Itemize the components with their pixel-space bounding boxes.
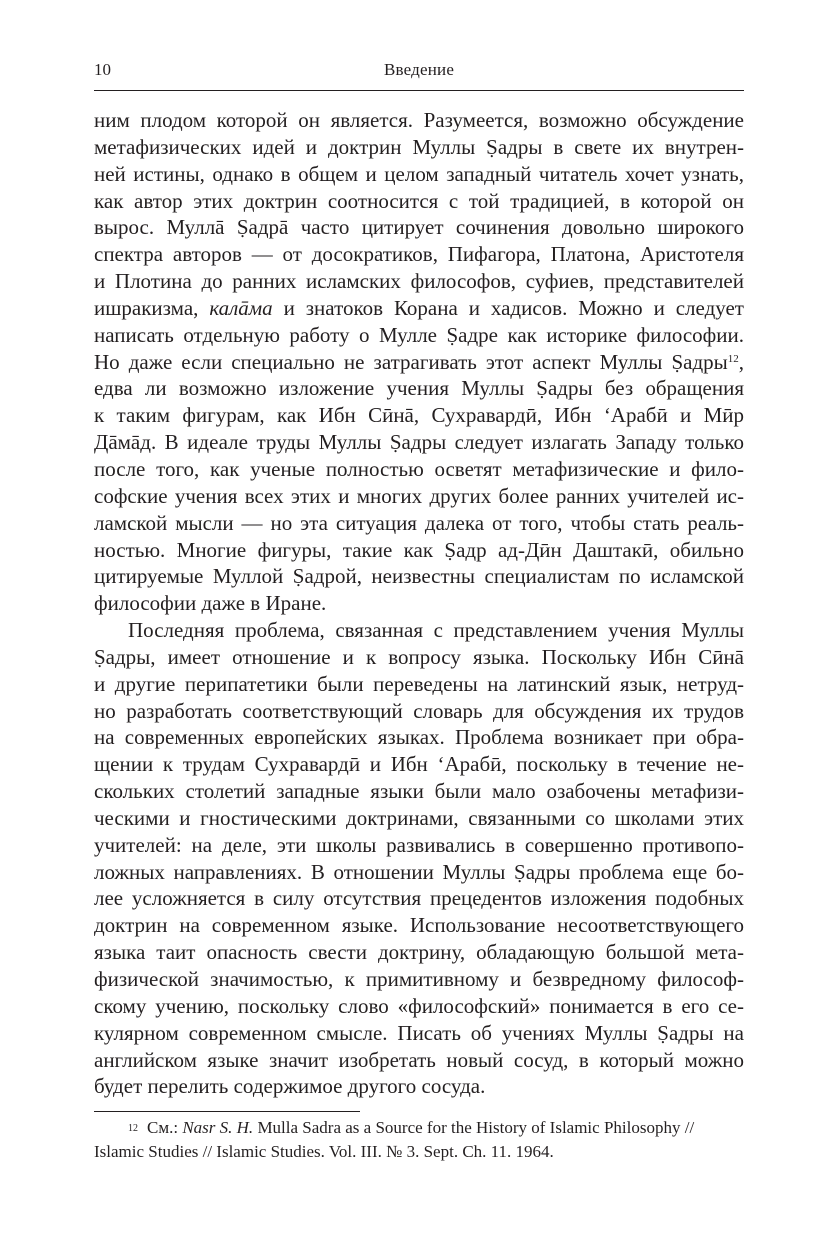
text-line: английском языке значит изобретать новый сосуд, в который можно <box>94 1047 744 1072</box>
footnote-line: Islamic Studies // Islamic Studies. Vol. III. № 3. Sept. Ch. 11. 1964. <box>94 1142 554 1161</box>
footnote-number: 12 <box>128 1123 138 1134</box>
text-line: щении к трудам Сухравардӣ и Ибн ‘Арабӣ, поскольку в течение не- <box>94 752 744 777</box>
text-line: кулярном современном смысле. Писать об учениях Муллы Ṣадры на <box>94 1020 744 1045</box>
text-line: после того, как ученые полностью осветят метафизические и фило- <box>94 456 744 481</box>
text-line: ламской мысли — но эта ситуация далека от того, чтобы стать реаль- <box>94 510 744 535</box>
paragraph-first-line: Последняя проблема, связанная с представлением учения Муллы <box>128 618 744 643</box>
text-line: спектра авторов — от досократиков, Пифагора, Платона, Аристотеля <box>94 242 744 267</box>
text-fragment: ишракизма, <box>94 295 210 320</box>
text-line: и Плотина до ранних исламских философов, суфиев, представителей <box>94 269 744 294</box>
footnote <box>94 1116 744 1164</box>
paragraph-last-line: будет перелить содержимое другого сосуда. <box>94 1074 486 1099</box>
footnote-reference[interactable]: 12 <box>727 352 739 365</box>
text-line: ним плодом которой он является. Разумеется, возможно обсуждение <box>94 108 744 132</box>
text-line: и другие перипатетики были переведены на латинский язык, нетруд- <box>94 671 744 696</box>
text-line: скому учению, поскольку слово «философский» понимается в его се- <box>94 993 744 1018</box>
text-line: к таким фигурам, как Ибн Сӣнā, Сухравардӣ, Ибн ‘Арабӣ и Мӣр <box>94 403 744 428</box>
text-line: физической значимостью, к примитивному и безвредному философ- <box>94 967 744 991</box>
footnote-line <box>94 1116 744 1140</box>
text-line: написать отдельную работу о Мулле Ṣадре как историке философии. <box>94 322 744 347</box>
text-line: лее усложняется в силу отсутствия прецедентов изложения подобных <box>94 886 744 911</box>
text-line: цитируемые Муллой Ṣадрой, неизвестны специалистам по исламской <box>94 564 744 589</box>
text-line: едва ли возможно изложение учения Муллы Ṣадры без обращения <box>94 376 744 401</box>
footnote-title: Mulla Sadra as a Source for the History of Islamic Philosophy // <box>253 1118 695 1137</box>
text-line: как автор этих доктрин соотносится с той традицией, в которой он <box>94 188 744 213</box>
italic-term: калāма <box>209 295 273 320</box>
text-line: но разработать соответствующий словарь для обсуждения их трудов <box>94 698 744 723</box>
body-text <box>94 107 744 1100</box>
text-line: на современных европейских языках. Проблема возникает при обра- <box>94 725 744 750</box>
text-line: ней истины, однако в общем и целом западный читатель хочет узнать, <box>94 161 744 186</box>
text-line: ностью. Многие фигуры, такие как Ṣадр ад-Дӣн Даштакӣ, обильно <box>94 537 744 562</box>
footnote-author: Nasr S. H. <box>182 1118 254 1137</box>
text-line <box>94 295 744 322</box>
section-title: Введение <box>383 60 455 79</box>
text-line: Ṣадры, имеет отношение и к вопросу языка. Поскольку Ибн Сӣнā <box>94 644 744 669</box>
text-line: доктрин на современном языке. Использование несоответствующего <box>94 913 744 938</box>
text-line: языка таит опасность свести доктрину, обладающую большой мета- <box>94 940 744 965</box>
header-rule <box>94 90 744 91</box>
text-line: софские учения всех этих и многих других более ранних учителей ис- <box>94 483 744 508</box>
text-fragment: , <box>738 349 744 374</box>
text-line: Дāмāд. В идеале труды Муллы Ṣадры следует излагать Западу только <box>94 430 744 455</box>
text-line: метафизических идей и доктрин Муллы Ṣадры в свете их внутрен- <box>94 134 744 159</box>
text-line: ложных направлениях. В отношении Муллы Ṣадры проблема еще бо- <box>94 859 744 884</box>
text-fragment: Но даже если специально не затрагивать этот аспект Муллы Ṣадры <box>94 349 728 374</box>
text-line: ческими и гностическими доктринами, связанными со школами этих <box>94 805 744 830</box>
page-number: 10 <box>94 60 111 79</box>
text-line: учителей: на деле, эти школы развивались в совершенно противопо- <box>94 832 744 857</box>
footnote-prefix: См.: <box>147 1118 183 1137</box>
text-line <box>94 349 744 376</box>
text-line: вырос. Муллā Ṣадрā часто цитирует сочинения довольно широкого <box>94 215 744 240</box>
paragraph-last-line: философии даже в Иране. <box>94 591 327 616</box>
text-line: скольких столетий западные языки были мало озабочены метафизи- <box>94 779 744 804</box>
running-head <box>94 60 744 86</box>
text-fragment: и знатоков Корана и хадисов. Можно и следует <box>272 295 744 320</box>
footnote-separator <box>94 1111 360 1112</box>
